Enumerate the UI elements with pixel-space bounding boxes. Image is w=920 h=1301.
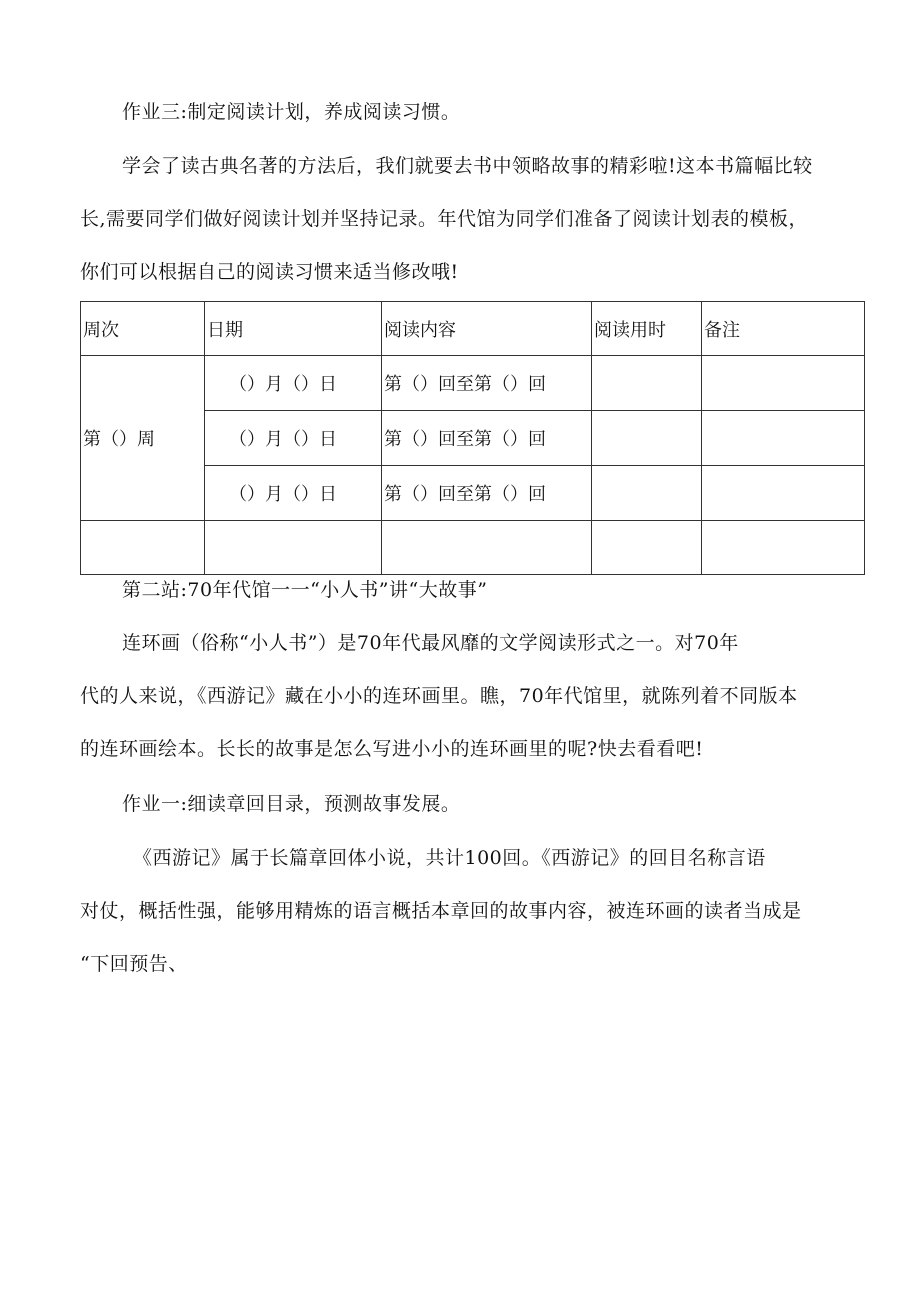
empty-cell: [382, 521, 592, 575]
header-week: 周次: [81, 302, 205, 356]
station-2-title: 第二站:70年代馆一一“小人书”讲“大故事”: [122, 579, 488, 601]
note-cell: [702, 411, 865, 466]
content-cell: 第（）回至第（）回: [382, 466, 592, 521]
empty-cell: [592, 521, 702, 575]
week-cell: 第（）周: [81, 356, 205, 521]
homework-3-paragraph-line-3: 你们可以根据自己的阅读习惯来适当修改哦!: [80, 261, 459, 283]
homework-1-paragraph-line-1: 《西游记》属于长篇章回体小说，共计100回。《西游记》的回目名称言语: [133, 847, 766, 869]
homework-3-paragraph-line-2: 长,需要同学们做好阅读计划并坚持记录。年代馆为同学们准备了阅读计划表的模板，: [80, 208, 809, 230]
reading-plan-table: [80, 301, 865, 575]
header-time: 阅读用时: [592, 302, 702, 356]
station-2-paragraph-line-2: 代的人来说，《西游记》藏在小小的连环画里。瞧，70年代馆里，就陈列着不同版本: [80, 685, 798, 707]
empty-cell: [205, 521, 382, 575]
time-cell: [592, 356, 702, 411]
content-cell: 第（）回至第（）回: [382, 411, 592, 466]
date-cell: （）月（）日: [205, 356, 382, 411]
note-cell: [702, 466, 865, 521]
homework-3-paragraph-line-1: 学会了读古典名著的方法后，我们就要去书中领略故事的精彩啦!这本书篇幅比较: [122, 155, 813, 177]
homework-1-paragraph-line-3: “下回预告、: [80, 953, 188, 975]
station-2-paragraph-line-1: 连环画（俗称“小人书”）是70年代最风靡的文学阅读形式之一。对70年: [122, 632, 739, 654]
header-date: 日期: [205, 302, 382, 356]
time-cell: [592, 411, 702, 466]
table-row-empty: [81, 521, 865, 575]
note-cell: [702, 356, 865, 411]
header-note: 备注: [702, 302, 865, 356]
content-cell: 第（）回至第（）回: [382, 356, 592, 411]
empty-cell: [81, 521, 205, 575]
empty-cell: [702, 521, 865, 575]
homework-1-paragraph-line-2: 对仗，概括性强，能够用精炼的语言概括本章回的故事内容，被连环画的读者当成是: [80, 900, 802, 922]
station-2-paragraph-line-3: 的连环画绘本。长长的故事是怎么写进小小的连环画里的呢?快去看看吧!: [80, 738, 704, 760]
time-cell: [592, 466, 702, 521]
header-content: 阅读内容: [382, 302, 592, 356]
date-cell: （）月（）日: [205, 411, 382, 466]
homework-3-title: 作业三:制定阅读计划，养成阅读习惯。: [122, 101, 461, 123]
table-row: [81, 356, 865, 411]
table-header-row: [81, 302, 865, 356]
date-cell: （）月（）日: [205, 466, 382, 521]
homework-1-title: 作业一:细读章回目录，预测故事发展。: [122, 793, 461, 815]
